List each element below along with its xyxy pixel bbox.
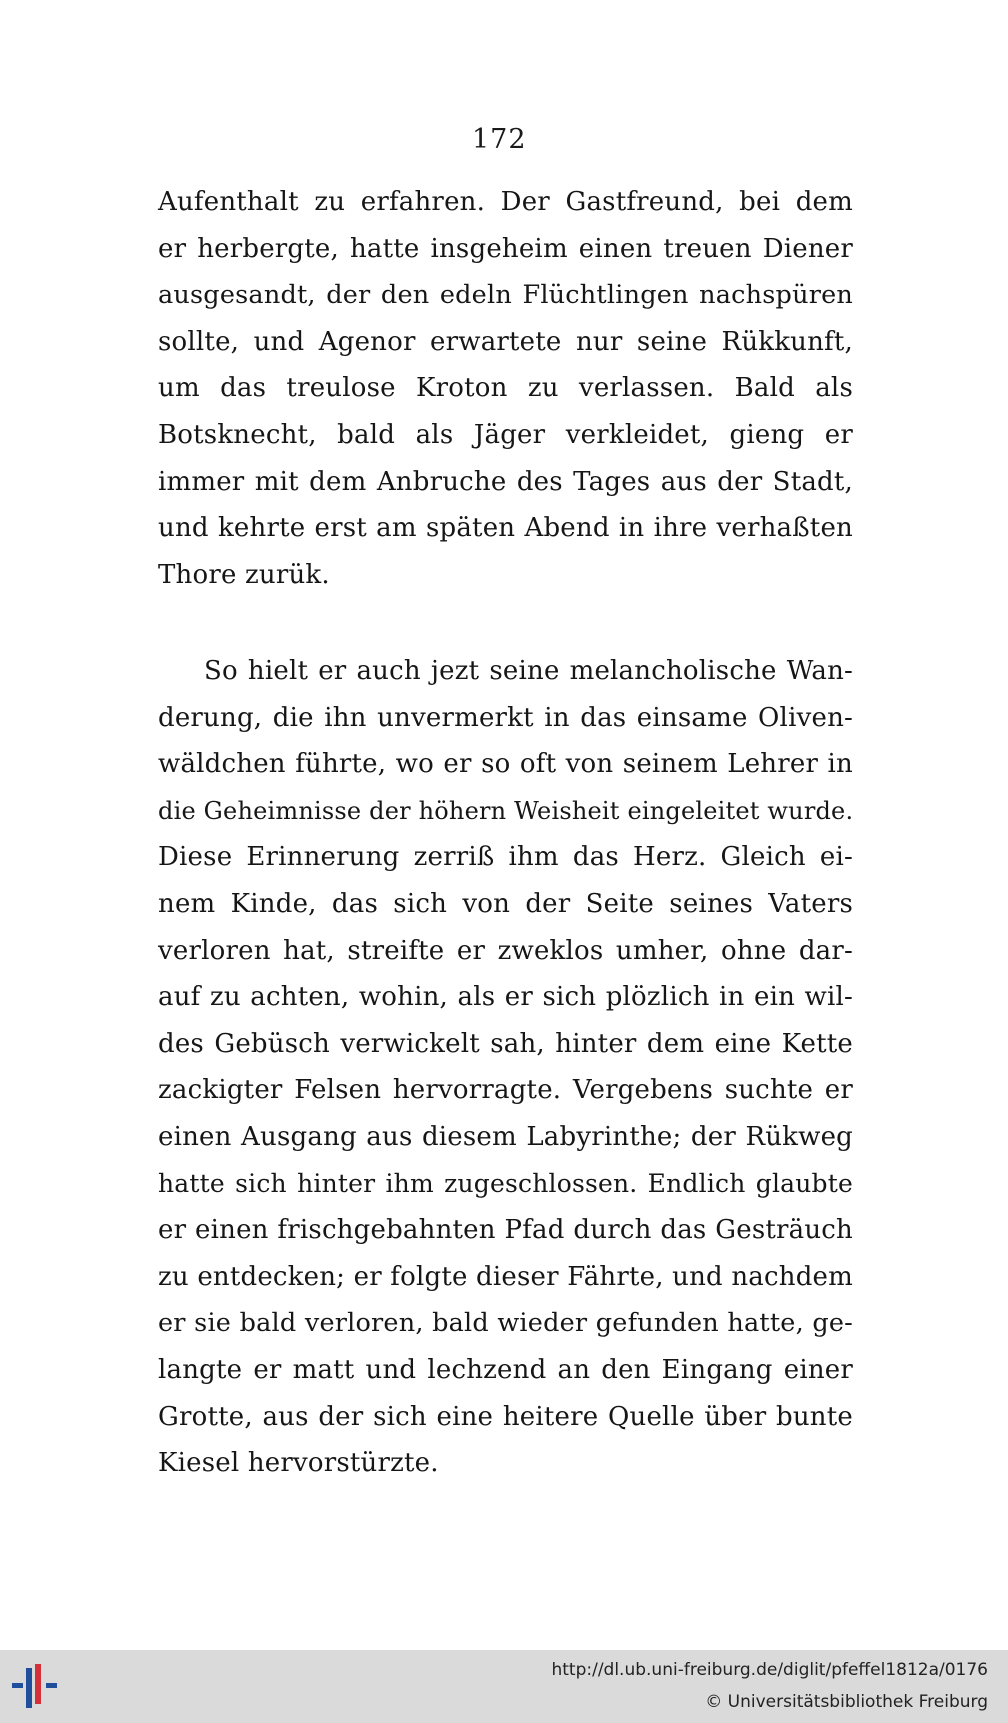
- text-line: derung, die ihn unvermerkt in das einsame Oliven-: [158, 702, 853, 733]
- text-line: langte er matt und lechzend an den Eingang einer: [158, 1354, 853, 1385]
- ub-freiburg-logo-icon[interactable]: [10, 1662, 62, 1712]
- text-line: Botsknecht, bald als Jäger verkleidet, gieng er: [158, 419, 853, 450]
- text-line: des Gebüsch verwickelt sah, hinter dem eine Kette: [158, 1028, 853, 1059]
- text-line: und kehrte erst am späten Abend in ihre verhaßten: [158, 513, 853, 544]
- paragraph-2: [158, 648, 853, 1487]
- logo-bar-right: [46, 1683, 57, 1688]
- text-line: um das treulose Kroton zu verlassen. Bald als: [158, 373, 853, 404]
- text-line: Aufenthalt zu erfahren. Der Gastfreund, bei dem: [158, 187, 853, 217]
- logo-bar-tall-red: [35, 1664, 41, 1704]
- permalink-url[interactable]: http://dl.ub.uni-freiburg.de/diglit/pfeffel1812a/0176: [551, 1660, 988, 1680]
- logo-bar-left: [12, 1683, 23, 1688]
- text-line: immer mit dem Anbruche des Tages aus der Stadt,: [158, 466, 853, 497]
- text-line: So hielt er auch jezt seine melancholische Wan-: [204, 656, 853, 686]
- text-line: er einen frischgebahnten Pfad durch das Gesträuch: [158, 1215, 853, 1246]
- text-line: hatte sich hinter ihm zugeschlossen. Endlich glaubte: [158, 1168, 853, 1198]
- text-line: Grotte, aus der sich eine heitere Quelle über bunte: [158, 1401, 853, 1432]
- text-line: nem Kinde, das sich von der Seite seines Vaters: [158, 888, 853, 919]
- text-line: verloren hat, streifte er zweklos umher, ohne dar-: [158, 935, 853, 966]
- viewer-footer: [0, 1650, 1008, 1723]
- text-line: zackigter Felsen hervorragte. Vergebens suchte er: [158, 1075, 853, 1106]
- text-line: Kiesel hervorstürzte.: [158, 1448, 439, 1479]
- text-line: wäldchen führte, wo er so oft von seinem Lehrer in: [158, 749, 853, 780]
- text-line: sollte, und Agenor erwartete nur seine Rükkunft,: [158, 326, 853, 357]
- text-line: die Geheimnisse der höhern Weisheit eingeleitet wurde.: [158, 796, 854, 825]
- text-line: Diese Erinnerung zerriß ihm das Herz. Gleich ei-: [158, 842, 853, 873]
- text-line: ausgesandt, der den edeln Flüchtlingen nachspüren: [158, 280, 853, 311]
- text-line: er sie bald verloren, bald wieder gefunden hatte, ge-: [158, 1308, 853, 1339]
- text-line: auf zu achten, wohin, als er sich plözlich in ein wil-: [158, 982, 853, 1013]
- logo-bar-tall-blue: [26, 1668, 32, 1708]
- page-number: 172: [472, 124, 527, 155]
- copyright-notice: © Universitätsbibliothek Freiburg: [705, 1692, 988, 1712]
- text-line: er herbergte, hatte insgeheim einen treuen Diener: [158, 233, 853, 264]
- text-line: Thore zurük.: [158, 559, 330, 590]
- text-line: einen Ausgang aus diesem Labyrinthe; der Rükweg: [158, 1121, 853, 1152]
- text-line: zu entdecken; er folgte dieser Fährte, und nachdem: [158, 1261, 853, 1292]
- paragraph-1: [158, 179, 853, 598]
